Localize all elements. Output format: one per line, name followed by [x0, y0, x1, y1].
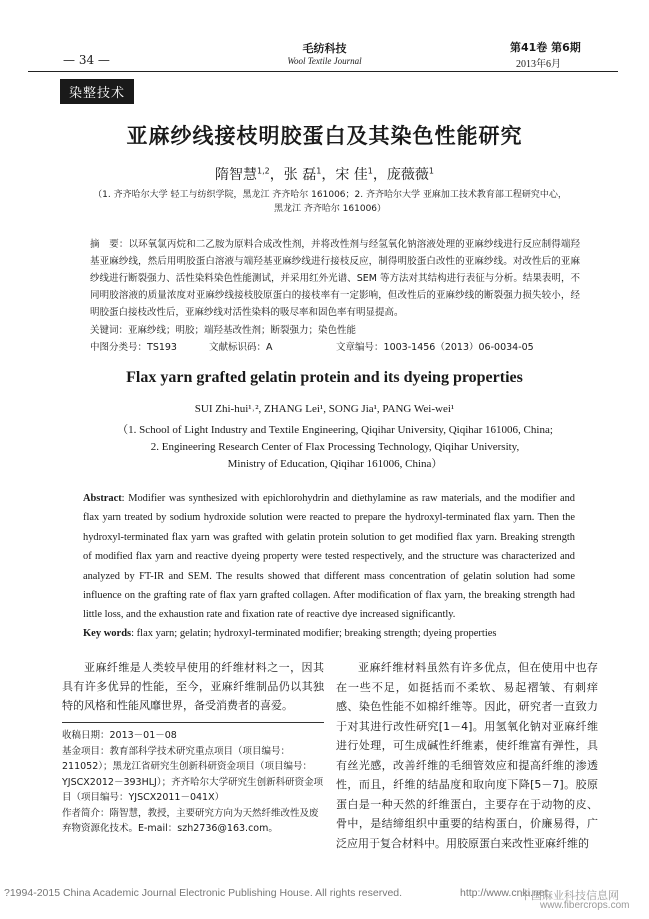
keywords-en-text: : flax yarn; gelatin; hydroxyl-terminated modifier; breaking strength; dyeing properties: [131, 628, 497, 639]
author-name: 庞薇薇: [386, 167, 429, 183]
affiliation-en: [100, 422, 570, 473]
journal-issue: 第41卷 第6期: [510, 41, 581, 54]
keywords-en-label: Key words: [83, 628, 132, 639]
body-text-right: [336, 658, 598, 853]
abstract-en-text: : Modifier was synthesized with epichlorohydrin and diethylamine as raw materials, and the modifier and flax yarn treated by sodium hydroxide solution were reacted to prepare the hydroxyl-terminated flax yarn. Then the hydroxyl-terminated flax yarn was grafted with gelatin protein solution to get modified flax yarn. Breaking strength of modified flax yarn and reactive dyeing property were tested respectively, and the structure was characterized and analyzed by FT-IR and SEM. The results showed that different mass concentration of gelatin solution had some influence on the grafting rate of flax yarn grafted collagen. After modification of flax yarn, the breaking strength had little loss, and the exhaustion rate and fixation rate of reactive dye increased significantly.: [83, 493, 575, 621]
affiliation-en-line: 2. Engineering Research Center of Flax Processing Technology, Qiqihar University,: [150, 441, 520, 453]
article-no-label: 文章编号：: [336, 342, 384, 353]
keywords-cn-label: 关键词：: [90, 325, 129, 336]
footnote-author: 作者简介：隋智慧，教授，主要研究方向为天然纤维改性及废弃物资源化技术。E-mail：szh2736@163.com。: [62, 807, 319, 834]
body-paragraph: 亚麻纤维材料虽然有许多优点，但在使用中也存在一些不足，如挺括而不柔软、易起褶皱、有刺痒感、染色性能不如棉纤维等。因此，研究者一直致力于对其进行改性研究[1－4]。用氢氧化钠对亚麻纤维进行处理，可生成碱性纤维素，使纤维富有弹性，具有丝光感，改善纤维的毛细管效应和提高纤维的渗透性，而且，纤维的结晶度和取向度下降[5－7]。胶原蛋白是一种天然的纤维蛋白，主要存在于动物的皮、骨中，是结缔组织中重要的结构蛋白，价廉易得，广泛应用于复合材料中。用胶原蛋白来改性亚麻纤维的: [336, 661, 598, 850]
header-rule: [28, 71, 618, 72]
clc-code: TS193: [147, 342, 177, 353]
footnote-received: 收稿日期：2013－01－08: [62, 730, 177, 741]
abstract-cn-label: 摘 要：: [90, 239, 129, 250]
section-tag: 染整技术: [60, 79, 134, 104]
abstract-cn: [90, 236, 580, 321]
watermark-url: www.fibercrops.com: [540, 900, 630, 911]
authors-cn: 隋智慧$^{1,2}$，张 磊$^1$，宋 佳$^1$，庞薇薇$^1$: [215, 166, 434, 183]
author-affiliation-mark: 1,2: [257, 166, 270, 176]
article-no: 1003-1456（2013）06-0034-05: [383, 342, 534, 353]
affiliation-cn: （1. 齐齐哈尔大学 轻工与纺织学院，黑龙江 齐齐哈尔 161006；2. 齐齐哈尔大学 亚麻加工技术教育部工程研究中心，黑龙江 齐齐哈尔 161006）: [93, 190, 567, 214]
author-affiliation-mark: 1: [316, 166, 322, 176]
doc-code-label: 文献标识码：: [209, 342, 267, 353]
footnote-fund: 基金项目：教育部科学技术研究重点项目（项目编号：211052）；黑龙江省研究生创新科研资金项目（项目编号：YJSCX2012－393HLJ）；齐齐哈尔大学研究生创新科研资金项目（项目编号：YJSCX2011－041X）: [62, 745, 324, 803]
keywords-en: [83, 628, 583, 639]
doc-code: A: [266, 342, 273, 353]
journal-name-en: Wool Textile Journal: [287, 56, 362, 66]
author-name: 宋 佳: [335, 167, 368, 183]
classification-row: [90, 339, 590, 353]
authors-en: SUI Zhi-hui¹˒², ZHANG Lei¹, SONG Jia¹, PANG Wei-wei¹: [194, 403, 455, 415]
affiliation-en-line: （1. School of Light Industry and Textile Engineering, Qiqihar University, Qiqihar 161006, China;: [117, 424, 553, 436]
cnki-link[interactable]: http://www.cnki.net: [460, 887, 548, 899]
author-affiliation-mark: 1: [367, 166, 373, 176]
watermark-text: 中国麻业科技信息网: [520, 890, 619, 902]
affiliation-en-line: Ministry of Education, Qiqihar 161006, China）: [227, 458, 443, 470]
body-text-left: [62, 658, 324, 715]
author-name: 张 磊: [283, 167, 317, 183]
paper-title-cn: 亚麻纱线接枝明胶蛋白及其染色性能研究: [126, 124, 523, 148]
page-number: — 34 —: [63, 53, 110, 67]
journal-name-cn: 毛纺科技: [302, 42, 347, 55]
keywords-cn-text: 亚麻纱线；明胶；端羟基改性剂；断裂强力；染色性能: [128, 325, 357, 336]
footnote: [62, 728, 324, 837]
paper-title-en: Flax yarn grafted gelatin protein and its dyeing properties: [126, 369, 523, 386]
abstract-en-label: Abstract: [83, 493, 122, 504]
author-affiliation-mark: 1: [428, 166, 434, 176]
author-name: 隋智慧: [215, 167, 258, 183]
abstract-cn-text: 以环氧氯丙烷和二乙胺为原料合成改性剂，并将改性剂与经氢氧化钠溶液处理的亚麻纱线进行反应制得端羟基亚麻纱线，然后用明胶蛋白溶液与端羟基亚麻纱线进行接枝反应，制得明胶蛋白改性的亚麻纱线。对改性后的亚麻纱线进行断裂强力、活性染料染色性能测试，并采用红外光谱、SEM 等方法对其结构进行表征与分析。结果表明，不同明胶溶液的质量浓度对亚麻纱线接枝胶原蛋白的接枝率有一定影响，但改性后的亚麻纱线的断裂强力损失较小，经明胶蛋白接枝改性后，亚麻纱线对活性染料的吸尽率和固色率有明显提高。: [90, 239, 580, 318]
body-paragraph: 亚麻纤维是人类较早使用的纤维材料之一，因其具有许多优异的性能，至今，亚麻纤维制品仍以其独特的风格和性能风靡世界，备受消费者的喜爱。: [62, 661, 324, 712]
journal-date: 2013年6月: [516, 59, 561, 70]
keywords-cn: [90, 322, 580, 339]
abstract-en: [83, 489, 575, 625]
footnote-rule: [62, 722, 324, 723]
clc-label: 中图分类号：: [90, 342, 148, 353]
copyright-notice: ?1994-2015 China Academic Journal Electronic Publishing House. All rights reserved.: [4, 887, 403, 899]
